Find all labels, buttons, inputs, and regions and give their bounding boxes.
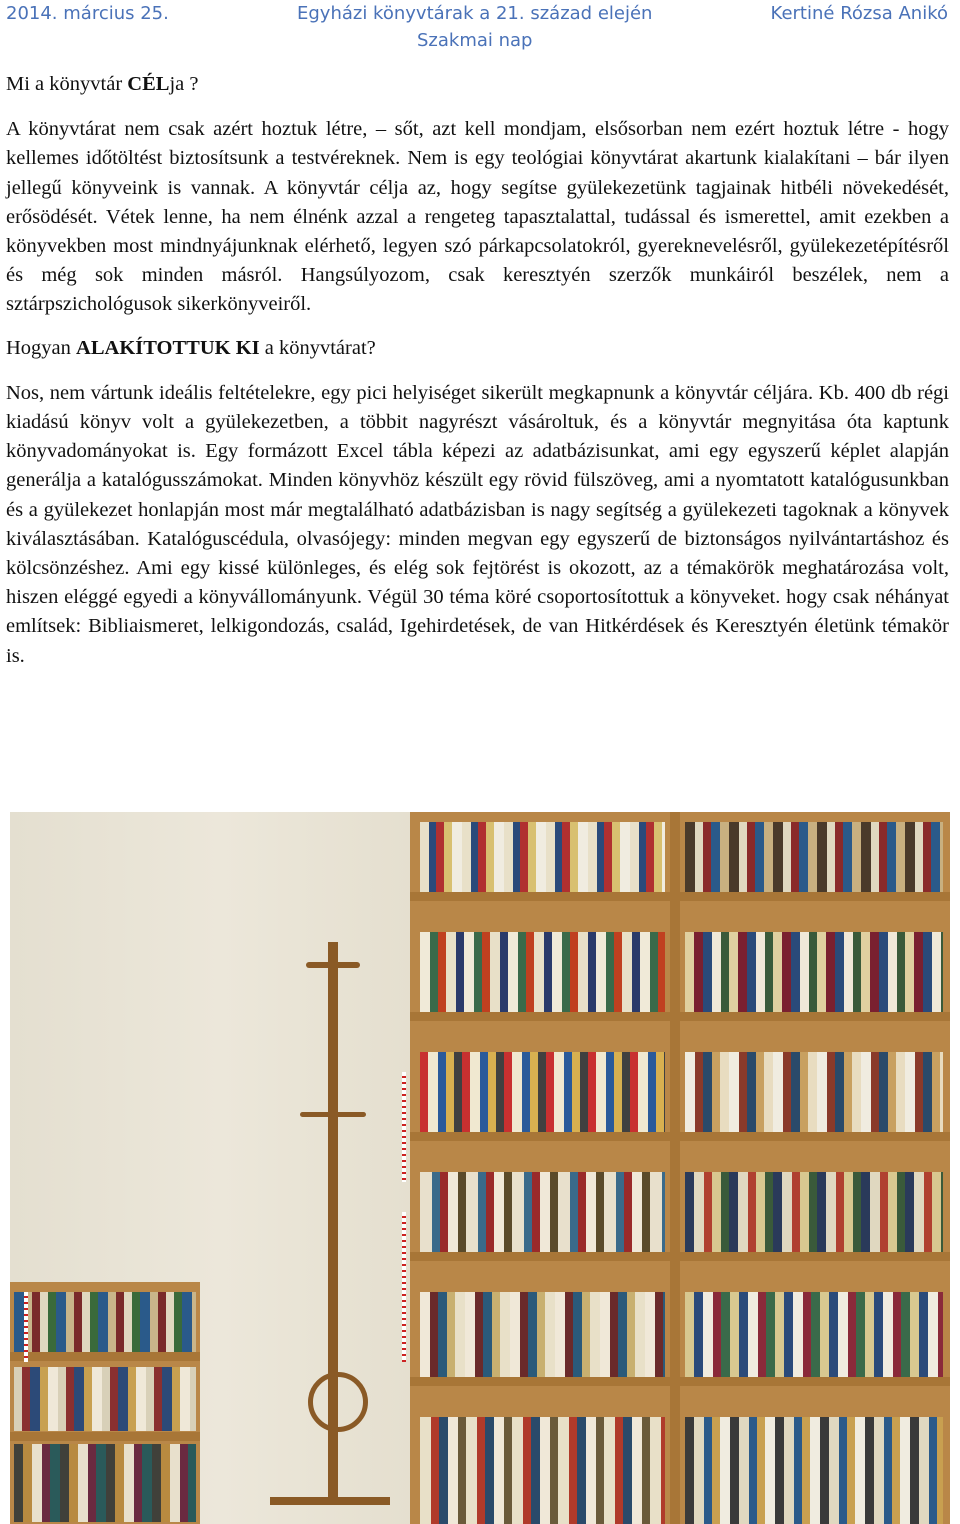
header-author: Kertiné Rózsa Anikó	[770, 3, 948, 24]
book-row	[420, 1172, 665, 1252]
paragraph-setup: Nos, nem vártunk ideális feltételekre, egy pici helyiséget sikerült megkapnunk a könyvtár céljára. Kb. 400 db régi kiadású könyv volt a gyülekezetben, a többit nagyrészt vásároltuk, és a könyvtár megnyitása óta kaptunk könyvadományokat is. Egy formázott Excel tábla képezi az adatbázisunkat, ami egy egyszerű képlet alapján generálja a katalógusszámokat. Minden könyvhöz készült egy rövid fülszöveg, ami a nyomtatott katalógusunkban és a gyülekezet honlapján most már megtalálható adatbázisban is nagy segítség a gyülekezeti tagoknak a könyvek kiválasztásában. Katalóguscédula, olvasójegy: minden megvan egy egyszerű de biztonságos nyilvántartáshoz és kölcsönzéshez. Ami egy kissé különleges, és elég sok fejtörést is okozott, az a témakörök meghatározása volt, hiszen eléggé egyedi a könyvállományunk. Végül 30 téma köré csoportosítottuk a könyveket. hogy csak néhányat említsek: Bibliaismeret, lelkigondozás, család, Igehirdetések, de van Hitkérdések és Keresztyén életünk témakör is.	[6, 381, 949, 667]
heading-emphasis: CÉL	[127, 73, 170, 95]
heading-text: ja ?	[169, 73, 199, 95]
shelf-board	[410, 892, 950, 901]
page-header	[0, 0, 960, 62]
shelf-board	[410, 1252, 950, 1261]
document-body	[6, 70, 949, 685]
book-row	[685, 1417, 943, 1524]
book-row	[685, 822, 943, 892]
shelf-board	[10, 1432, 200, 1441]
library-photo	[10, 812, 950, 1524]
book-row	[685, 932, 943, 1012]
book-row	[685, 1052, 943, 1132]
paragraph-goal: A könyvtárat nem csak azért hoztuk létre, – sőt, azt kell mondjam, elsősorban nem ezért hoztuk létre - hogy kellemes időtöltést biztosítsunk a testvéreknek. Nem is egy teológiai könyvtárat akartunk kialakítani – bár ilyen jellegű könyveink is vannak. A könyvtár célja az, hogy segítse gyülekezetünk tagjainak hitbéli növekedését, erősödését. Vétek lenne, ha nem élnénk azzal a rengeteg tapasztalattal, tudással és ismerettel, amit ezekben a könyvekben most mindnyájunknak elérhető, legyen szó párkapcsolatokról, gyereknevelésről, gyülekezetépítésről és még sok minden másról. Hangsúlyozom, csak keresztyén szerzők munkáiról beszélek, nem a sztárpszichológusok sikerkönyveiről.	[6, 118, 949, 316]
book-row	[685, 1292, 943, 1377]
shelf-board	[410, 1377, 950, 1386]
coat-stand-ring	[308, 1372, 368, 1432]
book-row	[14, 1444, 196, 1522]
heading-emphasis: ALAKÍTOTTUK KI	[76, 336, 260, 359]
heading-text: Mi a könyvtár	[6, 73, 128, 95]
header-subtitle: Szakmai nap	[417, 30, 533, 51]
shelf-board	[410, 1132, 950, 1141]
shelf-label-strip	[402, 1072, 406, 1182]
header-date: 2014. március 25.	[6, 3, 169, 24]
shelf-label-strip	[24, 1292, 28, 1362]
book-row	[420, 932, 665, 1012]
shelf-board	[10, 1352, 200, 1361]
shelf-divider	[670, 812, 680, 1524]
book-row	[685, 1172, 943, 1252]
shelf-label-strip	[402, 1212, 406, 1362]
book-row	[14, 1367, 196, 1431]
book-row	[420, 1417, 665, 1524]
book-row	[420, 822, 665, 892]
coat-stand-foot	[270, 1497, 390, 1505]
coat-stand-hook	[300, 1112, 366, 1117]
section-heading-goal	[6, 70, 949, 99]
section-heading-setup	[6, 334, 949, 363]
coat-stand-hook	[306, 962, 360, 968]
header-title: Egyházi könyvtárak a 21. század elején	[297, 3, 653, 24]
book-row	[420, 1292, 665, 1377]
book-row	[14, 1292, 196, 1352]
heading-text: a könyvtárat?	[259, 336, 376, 359]
book-row	[420, 1052, 665, 1132]
heading-text: Hogyan	[6, 336, 77, 359]
shelf-board	[410, 1012, 950, 1021]
